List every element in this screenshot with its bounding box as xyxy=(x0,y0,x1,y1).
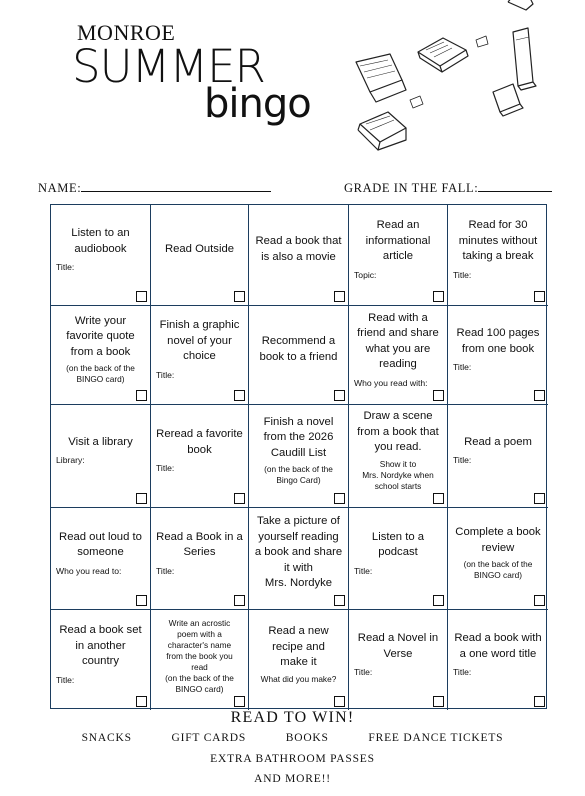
cell-task: Take a picture of yourself reading a book and share it with Mrs. Nordyke xyxy=(254,515,343,590)
bingo-board xyxy=(50,204,547,709)
cell-field-label: Title: xyxy=(56,674,75,685)
bingo-cell xyxy=(151,205,249,306)
grade-field[interactable] xyxy=(344,181,552,196)
cell-task: Read a new recipe and make it xyxy=(268,625,329,669)
bingo-cell xyxy=(151,405,249,508)
cell-task: Read an informational article xyxy=(365,219,431,263)
bingo-cell xyxy=(151,610,249,710)
cell-task: Read with a friend and share what you are reading xyxy=(357,311,439,370)
name-blank[interactable] xyxy=(81,181,271,192)
cell-task: Recommend a book to a friend xyxy=(259,335,338,363)
cell-field-label: Title: xyxy=(453,455,472,466)
cell-field-label: Title: xyxy=(453,269,472,280)
open-book-icon xyxy=(418,38,468,72)
bingo-cell xyxy=(51,610,151,710)
book-icon xyxy=(513,28,536,90)
cell-field-label: Library: xyxy=(56,455,85,466)
cell-task: Finish a novel from the 2026 Caudill List xyxy=(263,415,334,459)
checkbox[interactable] xyxy=(136,696,147,707)
bingo-cell xyxy=(51,205,151,306)
bingo-cell xyxy=(151,306,249,405)
cell-task: Read a poem xyxy=(464,435,532,448)
checkbox[interactable] xyxy=(534,291,545,302)
bingo-cell xyxy=(448,405,548,508)
open-book-icon xyxy=(358,112,406,150)
prize-books: BOOKS xyxy=(285,732,329,744)
checkbox[interactable] xyxy=(234,390,245,401)
cell-field-label: Topic: xyxy=(354,269,377,280)
prize-snacks: SNACKS xyxy=(81,732,132,744)
checkbox[interactable] xyxy=(433,390,444,401)
checkbox[interactable] xyxy=(136,595,147,606)
bingo-cell xyxy=(448,610,548,710)
checkbox[interactable] xyxy=(334,595,345,606)
prize-gift-cards: GIFT CARDS xyxy=(171,732,247,744)
checkbox[interactable] xyxy=(534,390,545,401)
checkbox[interactable] xyxy=(334,696,345,707)
bingo-cell xyxy=(151,508,249,610)
checkbox[interactable] xyxy=(534,696,545,707)
bingo-cell xyxy=(448,306,548,405)
cell-task: Read for 30 minutes without taking a break xyxy=(458,219,538,263)
checkbox[interactable] xyxy=(136,493,147,504)
cell-task: Read Outside xyxy=(164,242,235,255)
cell-task: Read a book set in another country xyxy=(59,624,142,668)
cell-field-label: Who you read with: xyxy=(354,377,428,388)
cell-task: Read 100 pages from one book xyxy=(456,327,540,355)
cell-field-label: Title: xyxy=(156,565,175,576)
checkbox[interactable] xyxy=(136,291,147,302)
cell-task: Read a Book in a Series xyxy=(156,530,243,558)
grade-label: GRADE IN THE FALL: xyxy=(344,181,479,195)
cell-note: Show it to Mrs. Nordyke when school starts xyxy=(362,458,434,491)
cell-note: (on the back of the BINGO card) xyxy=(66,363,135,385)
checkbox[interactable] xyxy=(234,493,245,504)
bingo-cell xyxy=(249,205,349,306)
cell-note: (on the back of the BINGO card) xyxy=(463,559,533,580)
bingo-cell xyxy=(448,508,548,610)
cell-task: Read out loud to someone xyxy=(59,530,142,558)
prizes-row-1 xyxy=(0,732,585,744)
checkbox[interactable] xyxy=(433,696,444,707)
grade-blank[interactable] xyxy=(478,181,552,192)
cell-task: Listen to an audiobook xyxy=(71,227,130,255)
cell-task: Draw a scene from a book that you read. xyxy=(357,410,439,454)
cell-field-label: Title: xyxy=(156,369,175,380)
bingo-cell xyxy=(349,205,448,306)
bingo-cell xyxy=(349,306,448,405)
cell-field-label: Title: xyxy=(354,565,373,576)
title-bingo: bingo xyxy=(204,81,311,127)
title-summer: SUMMER xyxy=(72,40,265,93)
checkbox[interactable] xyxy=(234,291,245,302)
checkbox[interactable] xyxy=(433,291,444,302)
checkbox[interactable] xyxy=(234,696,245,707)
cell-field-label: Title: xyxy=(156,463,175,473)
cell-task: Read a book with a one word title xyxy=(454,632,542,660)
open-book-icon xyxy=(356,54,406,102)
checkbox[interactable] xyxy=(534,493,545,504)
cell-note: What did you make? xyxy=(260,673,337,684)
checkbox[interactable] xyxy=(334,390,345,401)
bingo-cell xyxy=(51,508,151,610)
bingo-cell xyxy=(51,306,151,405)
book-icon xyxy=(493,84,523,116)
flying-books-illustration xyxy=(348,0,585,170)
checkbox[interactable] xyxy=(433,493,444,504)
cell-task: Finish a graphic novel of your choice xyxy=(159,319,240,363)
cell-task: Complete a book review xyxy=(455,526,541,554)
bingo-cell xyxy=(349,508,448,610)
checkbox[interactable] xyxy=(433,595,444,606)
cell-note: Write an acrostic poem with a character's name from the book you read (on the back of the BINGO card) xyxy=(165,617,234,694)
cell-field-label: Title: xyxy=(453,667,472,677)
name-field[interactable] xyxy=(38,181,271,196)
cell-field-label: Title: xyxy=(453,362,472,372)
prize-bathroom-passes: EXTRA BATHROOM PASSES xyxy=(210,753,375,765)
cell-task: Visit a library xyxy=(68,435,133,448)
bingo-cell xyxy=(349,405,448,508)
read-to-win-heading: READ TO WIN! xyxy=(230,709,355,726)
cell-field-label: Title: xyxy=(56,262,75,272)
checkbox[interactable] xyxy=(534,595,545,606)
cell-note: (on the back of the Bingo Card) xyxy=(264,464,333,486)
cell-task: Listen to a podcast xyxy=(371,530,425,558)
bingo-cell xyxy=(249,610,349,710)
school-name: MONROE xyxy=(77,20,176,45)
checkbox[interactable] xyxy=(334,493,345,504)
checkbox[interactable] xyxy=(136,390,147,401)
bingo-cell xyxy=(448,205,548,306)
prize-and-more: AND MORE!! xyxy=(254,773,331,785)
cell-task: Reread a favorite book xyxy=(156,428,243,456)
bingo-cell xyxy=(51,405,151,508)
checkbox[interactable] xyxy=(234,595,245,606)
cell-field-label: Title: xyxy=(354,667,373,677)
checkbox[interactable] xyxy=(334,291,345,302)
bingo-cell xyxy=(249,508,349,610)
cell-task: Read a book that is also a movie xyxy=(255,235,342,263)
bingo-cell xyxy=(249,306,349,405)
cell-task: Write your favorite quote from a book xyxy=(66,314,135,358)
bingo-cell xyxy=(249,405,349,508)
prize-dance-tickets: FREE DANCE TICKETS xyxy=(368,732,504,744)
cell-field-label: Who you read to: xyxy=(56,565,122,576)
cell-task: Read a Novel in Verse xyxy=(357,632,439,660)
name-label: NAME: xyxy=(38,181,82,195)
bingo-cell xyxy=(349,610,448,710)
